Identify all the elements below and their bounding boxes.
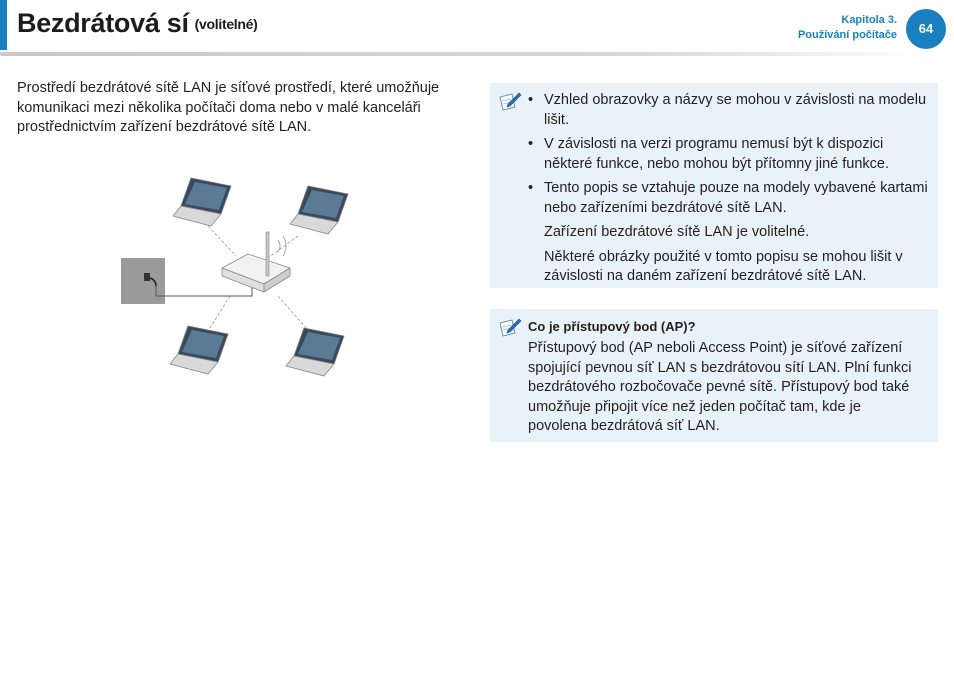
note-paragraph: Některé obrázky použité v tomto popisu se mohou lišit v závislosti na daném zařízení bezdrátové sítě LAN.: [544, 248, 903, 284]
page-number: 64: [906, 9, 946, 49]
note-body: Přístupový bod (AP neboli Access Point) je síťové zařízení spojující pevnou síť LAN s bezdrátovou sítí LAN. Plní funkci bezdrátového rozbočovače pevné sítě. Přístupový bod také umožňuje připojit více než jeden počítač tam, kde je povolena bezdrátová síť LAN.: [528, 340, 912, 434]
note-heading: Co je přístupový bod (AP)?: [528, 319, 696, 334]
note-box-general: [490, 83, 938, 288]
list-item: [528, 91, 928, 130]
laptop-icon: [173, 178, 231, 226]
note-list: [528, 91, 928, 292]
page-title: [17, 8, 258, 39]
note-pencil-icon: [497, 317, 523, 339]
title-suffix: (volitelné): [194, 16, 258, 32]
wall-socket-icon: [121, 258, 165, 304]
chapter-name: Používání počítače: [797, 29, 897, 41]
header-rule: [0, 52, 920, 56]
note-box-access-point: [490, 309, 938, 442]
page-header: [0, 0, 954, 60]
note-paragraph: Zařízení bezdrátové sítě LAN je volitelné.: [544, 224, 810, 240]
title-text: Bezdrátová sí: [17, 8, 189, 38]
intro-paragraph: Prostředí bezdrátové sítě LAN je síťové prostředí, které umožňuje komunikaci mezi několika počítači doma nebo v malé kanceláři prostřednictvím zařízení bezdrátové sítě LAN.: [17, 80, 440, 135]
laptop-icon: [286, 328, 344, 376]
list-item-text: V závislosti na verzi programu nemusí být k dispozici některé funkce, nebo mohou být přítomny jiné funkce.: [544, 136, 889, 172]
list-bullet: •: [528, 92, 534, 108]
ethernet-cable: [156, 286, 252, 296]
header-accent-bar: [0, 0, 7, 50]
access-point-icon: [222, 232, 290, 292]
wireless-network-diagram: [118, 168, 363, 383]
laptop-icon: [170, 326, 228, 374]
chapter-label: Kapitola 3.: [841, 14, 897, 26]
list-bullet: •: [528, 180, 534, 196]
note-pencil-icon: [497, 91, 523, 113]
list-item-text: Vzhled obrazovky a názvy se mohou v závislosti na modelu lišit.: [544, 92, 927, 128]
list-item-text: Tento popis se vztahuje pouze na modely vybavené kartami nebo zařízeními bezdrátové sítě LAN.: [544, 180, 928, 216]
list-item: [528, 135, 928, 174]
laptop-icon: [290, 186, 348, 234]
list-bullet: •: [528, 136, 534, 152]
chapter-info: [798, 13, 897, 43]
list-item: [528, 179, 928, 287]
